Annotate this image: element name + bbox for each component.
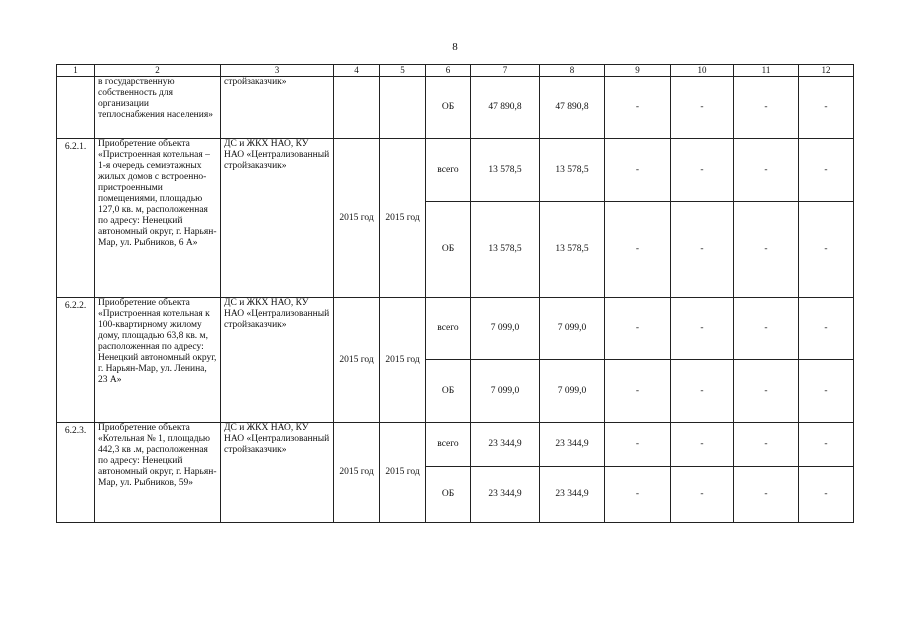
- col11-value: -: [734, 467, 799, 523]
- col12-value: -: [799, 202, 854, 298]
- end-year: 2015 год: [380, 423, 426, 523]
- funding-source: ОБ: [426, 360, 471, 423]
- total-value: 47 890,8: [471, 77, 540, 139]
- page-number: 8: [452, 41, 458, 53]
- funding-source: ОБ: [426, 202, 471, 298]
- total-value: 7 099,0: [471, 360, 540, 423]
- col9-value: -: [605, 77, 671, 139]
- end-year: 2015 год: [380, 298, 426, 423]
- col9-value: -: [605, 202, 671, 298]
- year-value: 13 578,5: [540, 139, 605, 202]
- col10-value: -: [671, 202, 734, 298]
- col11-value: -: [734, 423, 799, 467]
- table-row: [57, 298, 854, 360]
- item-executor: стройзаказчик»: [221, 77, 334, 139]
- col9-value: -: [605, 360, 671, 423]
- col10-value: -: [671, 467, 734, 523]
- column-header: 10: [671, 65, 734, 77]
- row-number: 6.2.2.: [57, 298, 95, 423]
- total-value: 7 099,0: [471, 298, 540, 360]
- col10-value: -: [671, 139, 734, 202]
- item-name: Приобретение объекта «Котельная № 1, площадью 442,3 кв .м, расположенная по адресу: Ненецкий автономный округ, г. Нарьян-Мар, ул. Рыбников, 59»: [95, 423, 221, 523]
- item-executor: ДС и ЖКХ НАО, КУ НАО «Централизованный стройзаказчик»: [221, 298, 334, 423]
- total-value: 23 344,9: [471, 467, 540, 523]
- start-year: 2015 год: [334, 139, 380, 298]
- year-value: 13 578,5: [540, 202, 605, 298]
- col12-value: -: [799, 139, 854, 202]
- column-header: 6: [426, 65, 471, 77]
- column-header: 12: [799, 65, 854, 77]
- funding-source: всего: [426, 423, 471, 467]
- col9-value: -: [605, 467, 671, 523]
- column-header: 2: [95, 65, 221, 77]
- col9-value: -: [605, 423, 671, 467]
- start-year: 2015 год: [334, 298, 380, 423]
- item-name: Приобретение объекта «Пристроенная котельная – 1-я очередь семиэтажных жилых домов с встроенно-пристроенными помещениями, площадью 127,0 кв. м, расположенная по адресу: Ненецкий автономный округ, г. Нарьян-Мар, ул. Рыбников, 6 А»: [95, 139, 221, 298]
- column-header: 9: [605, 65, 671, 77]
- funding-source: ОБ: [426, 467, 471, 523]
- column-header: 1: [57, 65, 95, 77]
- total-value: 13 578,5: [471, 139, 540, 202]
- start-year: [334, 77, 380, 139]
- column-header: 8: [540, 65, 605, 77]
- row-number: 6.2.1.: [57, 139, 95, 298]
- year-value: 7 099,0: [540, 360, 605, 423]
- col10-value: -: [671, 77, 734, 139]
- funding-source: всего: [426, 139, 471, 202]
- funding-source: всего: [426, 298, 471, 360]
- col11-value: -: [734, 77, 799, 139]
- col9-value: -: [605, 298, 671, 360]
- column-header: 5: [380, 65, 426, 77]
- row-number: [57, 77, 95, 139]
- table-row: [57, 139, 854, 202]
- start-year: 2015 год: [334, 423, 380, 523]
- end-year: [380, 77, 426, 139]
- col12-value: -: [799, 298, 854, 360]
- item-name: Приобретение объекта «Пристроенная котельная к 100-квартирному жилому дому, площадью 63,8 кв. м, расположенная по адресу: Ненецкий автономный округ, г. Нарьян-Мар, ул. Ленина, 23 А»: [95, 298, 221, 423]
- year-value: 23 344,9: [540, 423, 605, 467]
- row-number: 6.2.3.: [57, 423, 95, 523]
- item-executor: ДС и ЖКХ НАО, КУ НАО «Централизованный стройзаказчик»: [221, 139, 334, 298]
- col12-value: -: [799, 77, 854, 139]
- table-row: [57, 77, 854, 139]
- funding-source: ОБ: [426, 77, 471, 139]
- col12-value: -: [799, 423, 854, 467]
- col12-value: -: [799, 467, 854, 523]
- col11-value: -: [734, 202, 799, 298]
- column-number-row: [57, 65, 854, 77]
- total-value: 23 344,9: [471, 423, 540, 467]
- item-name: в государственную собственность для организации теплоснабжения населения»: [95, 77, 221, 139]
- year-value: 23 344,9: [540, 467, 605, 523]
- col11-value: -: [734, 360, 799, 423]
- table-row: [57, 423, 854, 467]
- total-value: 13 578,5: [471, 202, 540, 298]
- year-value: 7 099,0: [540, 298, 605, 360]
- column-header: 3: [221, 65, 334, 77]
- column-header: 7: [471, 65, 540, 77]
- program-table: [56, 64, 854, 523]
- col10-value: -: [671, 298, 734, 360]
- col11-value: -: [734, 298, 799, 360]
- column-header: 11: [734, 65, 799, 77]
- col11-value: -: [734, 139, 799, 202]
- year-value: 47 890,8: [540, 77, 605, 139]
- item-executor: ДС и ЖКХ НАО, КУ НАО «Централизованный стройзаказчик»: [221, 423, 334, 523]
- col12-value: -: [799, 360, 854, 423]
- col10-value: -: [671, 423, 734, 467]
- column-header: 4: [334, 65, 380, 77]
- col9-value: -: [605, 139, 671, 202]
- col10-value: -: [671, 360, 734, 423]
- end-year: 2015 год: [380, 139, 426, 298]
